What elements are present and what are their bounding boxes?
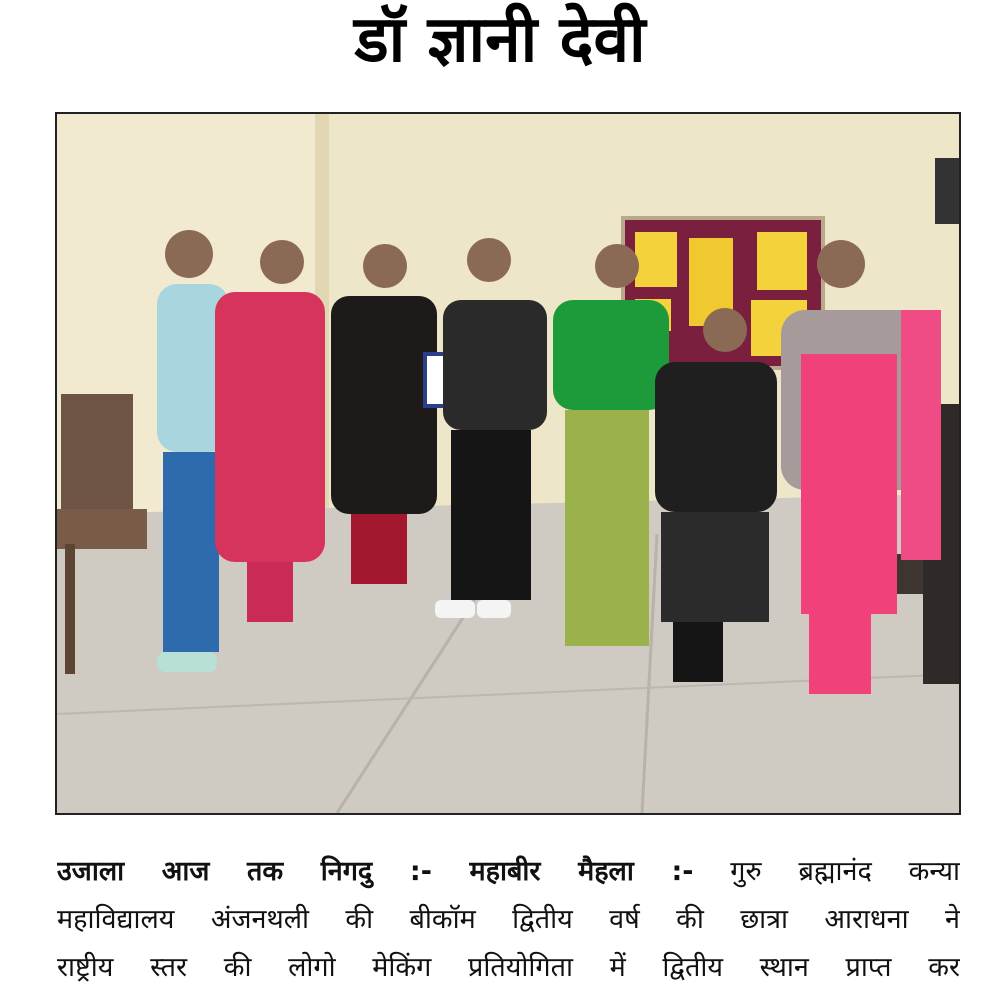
article-dateline: उजाला आज तक निगदु :- महाबीर मैहला :- — [57, 856, 694, 887]
article-line-1 — [57, 848, 960, 896]
article-line-2: महाविद्यालय अंजनथली की बीकॉम द्वितीय वर्ष की छात्रा आराधना ने — [57, 904, 960, 935]
article-body — [57, 848, 960, 992]
article-line-3: राष्ट्रीय स्तर की लोगो मेकिंग प्रतियोगिता में द्वितीय स्थान प्राप्त कर — [57, 952, 960, 983]
news-photo — [55, 112, 961, 815]
headline: डॉ ज्ञानी देवी — [354, 3, 646, 77]
group-photo-icon — [57, 114, 959, 813]
article-line-1-text: गुरु ब्रह्मानंद कन्या — [730, 856, 960, 887]
